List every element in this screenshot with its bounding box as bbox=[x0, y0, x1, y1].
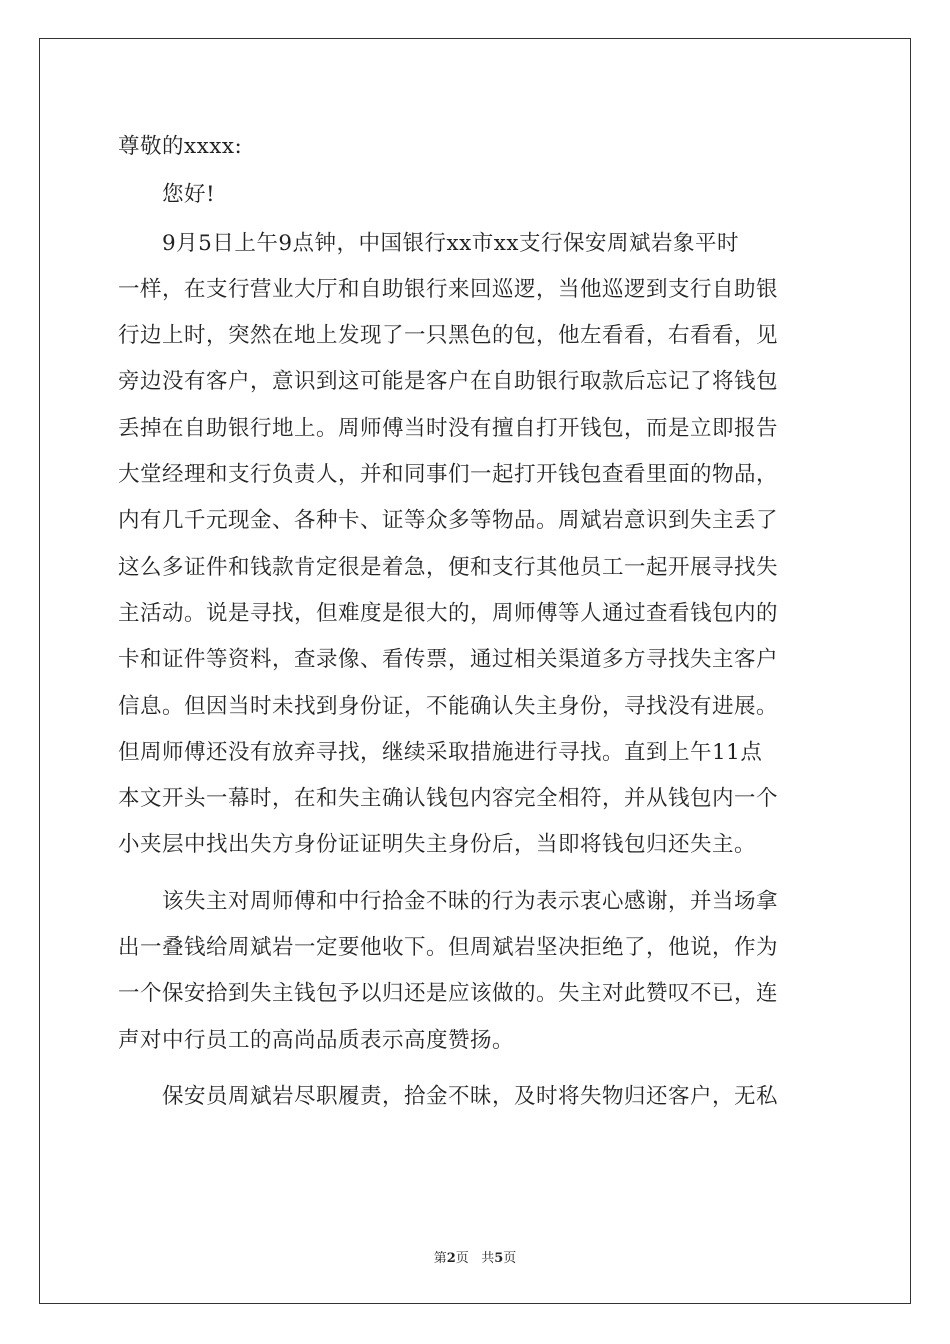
paragraph-line: 9月5日上午9点钟，中国银行xx市xx支行保安周斌岩象平时 bbox=[162, 230, 740, 256]
page-total: 5 bbox=[494, 1251, 504, 1266]
paragraph-line: 本文开头一幕时，在和失主确认钱包内容完全相符，并从钱包内一个 bbox=[118, 786, 779, 812]
paragraph-line: 行边上时，突然在地上发现了一只黑色的包，他左看看，右看看，见 bbox=[118, 323, 779, 349]
paragraph-line: 丢掉在自助银行地上。周师傅当时没有擅自打开钱包，而是立即报告 bbox=[118, 415, 779, 441]
paragraph-2 bbox=[118, 879, 833, 1064]
paragraph-line: 出一叠钱给周斌岩一定要他收下。但周斌岩坚决拒绝了，他说，作为 bbox=[118, 935, 779, 961]
greeting: 您好! bbox=[162, 182, 216, 208]
paragraph-line: 卡和证件等资料，查录像、看传票，通过相关渠道多方寻找失主客户 bbox=[118, 647, 779, 673]
paragraph-1 bbox=[118, 221, 833, 869]
page-footer bbox=[0, 1247, 950, 1266]
paragraph-line: 该失主对周师傅和中行拾金不昧的行为表示衷心感谢，并当场拿 bbox=[162, 888, 779, 914]
total-prefix: 共 bbox=[481, 1251, 495, 1266]
paragraph-line: 小夹层中找出失方身份证证明失主身份后，当即将钱包归还失主。 bbox=[118, 832, 757, 858]
paragraph-3 bbox=[118, 1074, 833, 1120]
total-suffix: 页 bbox=[503, 1251, 517, 1266]
paragraph-line: 这么多证件和钱款肯定很是着急，便和支行其他员工一起开展寻找失 bbox=[118, 554, 779, 580]
paragraph-line: 声对中行员工的高尚品质表示高度赞扬。 bbox=[118, 1027, 515, 1053]
page-suffix: 页 bbox=[455, 1251, 469, 1266]
paragraph-line: 一样，在支行营业大厅和自助银行来回巡逻，当他巡逻到支行自助银 bbox=[118, 276, 779, 302]
paragraph-line: 大堂经理和支行负责人，并和同事们一起打开钱包查看里面的物品， bbox=[118, 462, 779, 488]
paragraph-line: 旁边没有客户，意识到这可能是客户在自助银行取款后忘记了将钱包 bbox=[118, 369, 779, 395]
page-prefix: 第 bbox=[433, 1251, 447, 1266]
page-current: 2 bbox=[446, 1251, 456, 1266]
paragraph-line: 一个保安拾到失主钱包予以归还是应该做的。失主对此赞叹不已，连 bbox=[118, 981, 779, 1007]
paragraph-line: 内有几千元现金、各种卡、证等众多等物品。周斌岩意识到失主丢了 bbox=[118, 508, 779, 534]
paragraph-line: 信息。但因当时未找到身份证，不能确认失主身份，寻找没有进展。 bbox=[118, 693, 779, 719]
paragraph-line: 但周师傅还没有放弃寻找，继续采取措施进行寻找。直到上午11点 bbox=[118, 739, 763, 765]
letter-body bbox=[118, 124, 833, 1120]
paragraph-line: 主活动。说是寻找，但难度是很大的，周师傅等人通过查看钱包内的 bbox=[118, 600, 779, 626]
salutation: 尊敬的xxxx: bbox=[118, 134, 243, 159]
paragraph-line: 保安员周斌岩尽职履责，拾金不昧，及时将失物归还客户，无私 bbox=[162, 1083, 779, 1109]
